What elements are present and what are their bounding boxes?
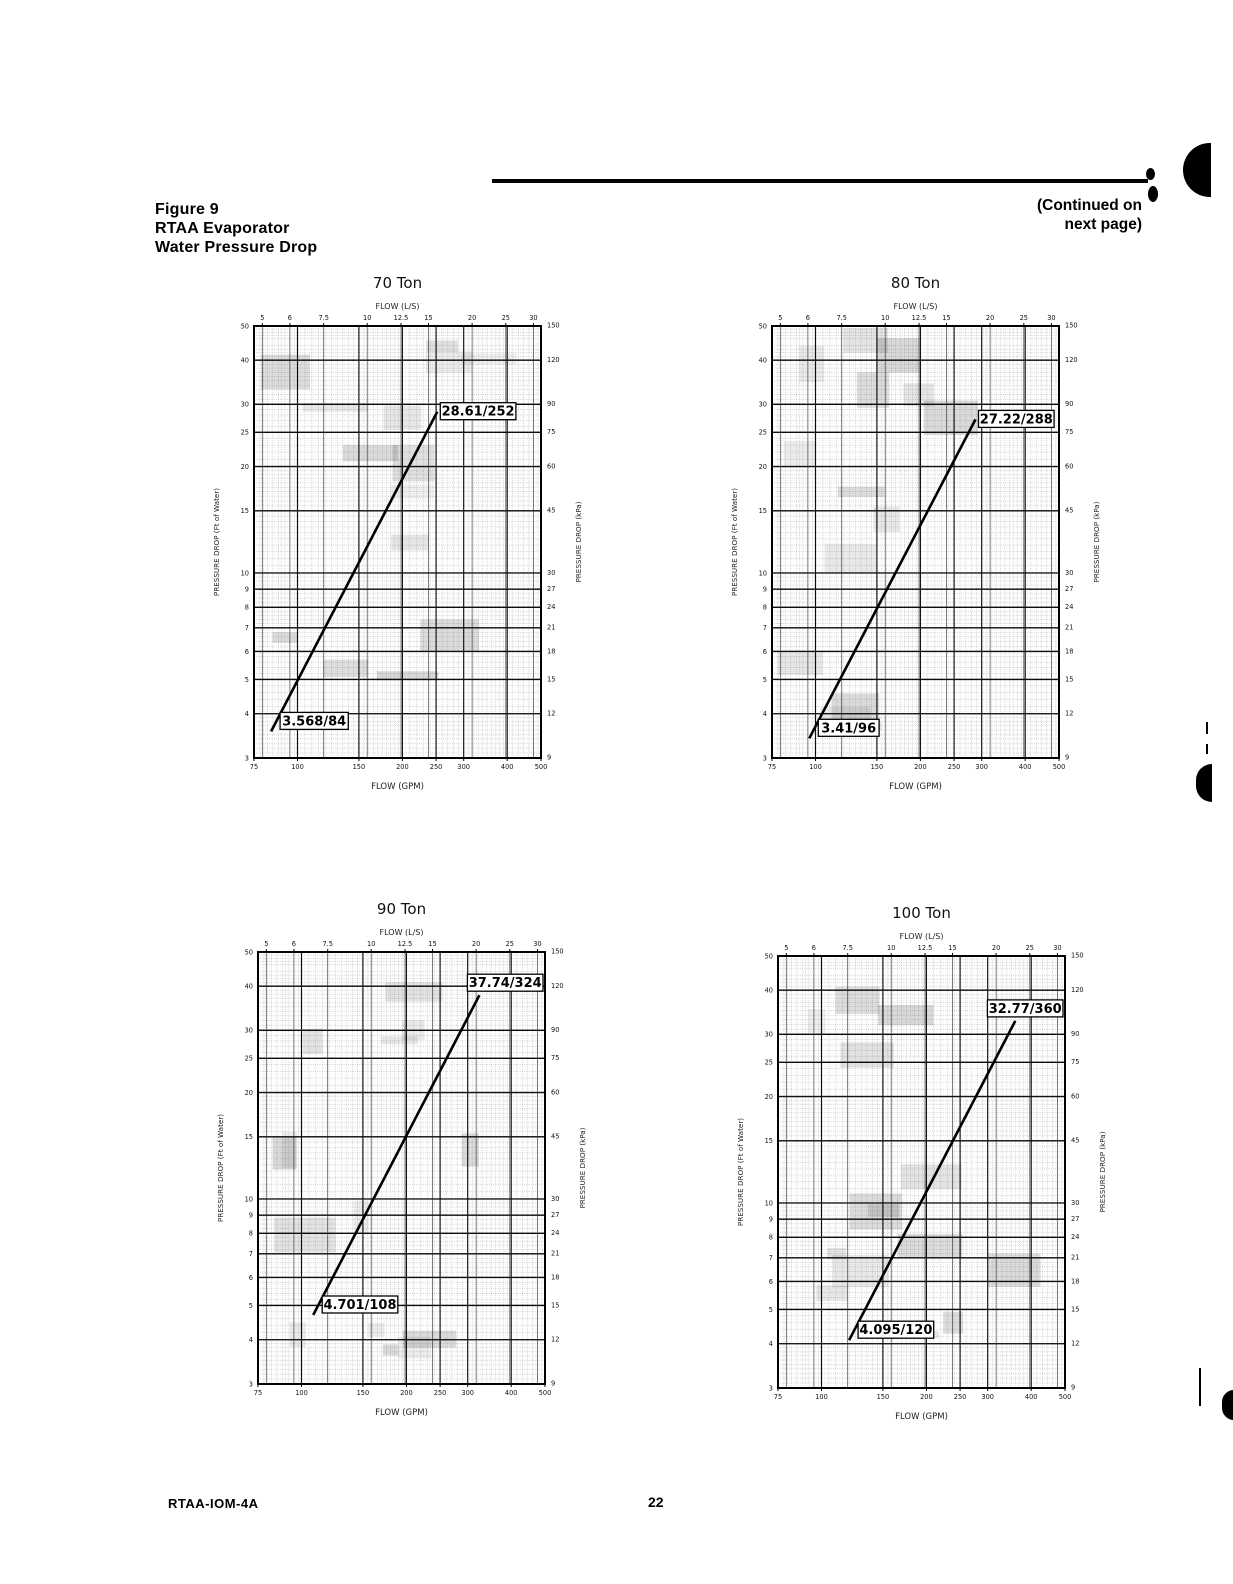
tick-label: 75 (1065, 428, 1074, 437)
tick-label: 5 (244, 675, 249, 684)
tick-label: 200 (400, 1389, 413, 1397)
annotation-label (979, 410, 1055, 427)
tick-label: 200 (914, 763, 927, 771)
tick-label: 5 (264, 940, 269, 948)
tick-label: 300 (981, 1393, 994, 1401)
tick-label: 400 (1018, 763, 1032, 771)
tick-label: 5 (784, 944, 789, 952)
tick-label: 90 (1071, 1030, 1080, 1039)
tick-label: 90 (551, 1026, 560, 1035)
tick-label: 10 (240, 569, 249, 578)
tick-label: 7 (244, 624, 249, 633)
chart-svg (722, 272, 1114, 806)
svg-text:28.61/252: 28.61/252 (441, 404, 515, 420)
tick-label: 15 (244, 1133, 253, 1142)
left-axis-label: PRESSURE DROP (Ft of Water) (216, 1113, 225, 1223)
tick-label: 100 (295, 1389, 308, 1397)
svg-text:27.22/288: 27.22/288 (979, 412, 1053, 428)
tick-label: 25 (764, 1058, 773, 1067)
chart-title: 70 Ton (372, 274, 423, 292)
tick-label: 7.5 (842, 944, 853, 952)
tick-label: 9 (551, 1379, 556, 1388)
tick-label: 24 (547, 603, 556, 612)
tick-label: 60 (1071, 1092, 1080, 1101)
tick-label: 30 (1071, 1198, 1080, 1207)
tick-label: 25 (758, 428, 767, 437)
tick-label: 27 (1065, 585, 1074, 593)
tick-label: 25 (240, 428, 249, 437)
annotation-label (858, 1321, 934, 1338)
tick-label: 15 (547, 675, 556, 684)
tick-label: 4 (768, 1340, 773, 1349)
tick-label: 15 (764, 1137, 773, 1146)
bottom-axis-label: FLOW (GPM) (375, 1408, 428, 1418)
tick-label: 20 (471, 940, 481, 948)
tick-label: 20 (991, 944, 1001, 952)
tick-label: 20 (240, 463, 249, 471)
tick-label: 25 (501, 314, 510, 322)
tick-label: 75 (249, 763, 259, 771)
scan-artifact-blob (1196, 764, 1212, 802)
tick-label: 4 (248, 1336, 253, 1345)
tick-label: 7 (768, 1254, 773, 1263)
tick-label: 6 (762, 647, 767, 656)
tick-label: 15 (1065, 675, 1074, 684)
tick-label: 9 (1065, 753, 1070, 762)
chart-title: 100 Ton (892, 904, 951, 922)
tick-label: 21 (547, 623, 556, 632)
tick-label: 60 (1065, 462, 1074, 471)
tick-label: 250 (947, 763, 961, 771)
tick-label: 500 (1058, 1393, 1072, 1401)
tick-label: 7 (762, 624, 767, 633)
tick-label: 3 (762, 754, 767, 763)
tick-label: 5 (248, 1301, 253, 1310)
svg-text:3.568/84: 3.568/84 (282, 714, 347, 730)
scan-artifact-blob (1222, 1390, 1233, 1420)
tick-label: 45 (547, 506, 556, 515)
tick-label: 12 (1071, 1339, 1080, 1348)
tick-label: 500 (538, 1389, 552, 1397)
tick-label: 40 (758, 356, 767, 365)
chart-svg (204, 272, 596, 806)
tick-label: 27 (1071, 1215, 1080, 1223)
tick-label: 60 (551, 1088, 560, 1097)
tick-label: 75 (253, 1389, 263, 1397)
tick-label: 400 (504, 1389, 518, 1397)
tick-label: 24 (1071, 1233, 1080, 1242)
scan-artifact-wedge (1183, 143, 1211, 197)
right-axis-label: PRESSURE DROP (kPa) (1098, 1131, 1107, 1213)
tick-label: 21 (551, 1249, 560, 1258)
tick-label: 30 (764, 1030, 773, 1039)
tick-label: 24 (551, 1229, 560, 1238)
tick-label: 6 (244, 647, 249, 656)
chart-70-ton (204, 272, 596, 811)
tick-label: 250 (429, 763, 443, 771)
svg-text:3.41/96: 3.41/96 (821, 721, 877, 737)
tick-label: 75 (1071, 1058, 1080, 1067)
tick-label: 9 (244, 585, 249, 594)
chart-title: 90 Ton (376, 900, 427, 918)
tick-label: 5 (762, 675, 767, 684)
tick-label: 8 (248, 1229, 253, 1238)
tick-label: 3 (768, 1384, 773, 1393)
tick-label: 300 (461, 1389, 474, 1397)
tick-label: 9 (1071, 1383, 1076, 1392)
tick-label: 4 (762, 710, 767, 719)
tick-label: 40 (764, 986, 773, 995)
annotation-label (440, 403, 516, 420)
tick-label: 20 (244, 1089, 253, 1097)
tick-label: 3 (244, 754, 249, 763)
chart-svg (728, 902, 1120, 1436)
tick-label: 15 (424, 314, 433, 322)
tick-label: 30 (533, 940, 542, 948)
chart-100-ton (728, 902, 1120, 1441)
continued-note (880, 196, 1142, 234)
tick-label: 500 (534, 763, 548, 771)
annotation-label (987, 1000, 1063, 1017)
document-id: RTAA-IOM-4A (168, 1496, 259, 1511)
tick-label: 300 (975, 763, 988, 771)
tick-label: 4 (244, 710, 249, 719)
tick-label: 75 (551, 1054, 560, 1063)
tick-label: 9 (762, 585, 767, 594)
top-axis-label: FLOW (L/S) (899, 932, 944, 941)
tick-label: 150 (870, 763, 884, 771)
tick-label: 120 (1065, 356, 1078, 364)
continued-line2: next page) (1064, 216, 1142, 233)
tick-label: 5 (260, 314, 265, 322)
tick-label: 15 (551, 1301, 560, 1310)
tick-label: 150 (551, 947, 564, 956)
tick-label: 24 (1065, 603, 1074, 612)
tick-label: 15 (240, 507, 249, 516)
tick-label: 50 (240, 322, 249, 331)
left-axis-label: PRESSURE DROP (Ft of Water) (730, 487, 739, 597)
scan-artifact-dash (1206, 722, 1208, 734)
bottom-axis-label: FLOW (GPM) (371, 782, 424, 792)
tick-label: 150 (1065, 321, 1078, 330)
tick-label: 100 (291, 763, 304, 771)
chart-svg (208, 898, 600, 1432)
tick-label: 30 (551, 1194, 560, 1203)
continued-line1: (Continued on (1036, 197, 1142, 214)
tick-label: 3 (248, 1380, 253, 1389)
tick-label: 7.5 (836, 314, 847, 322)
page-number: 22 (648, 1494, 664, 1510)
svg-text:4.095/120: 4.095/120 (859, 1323, 933, 1339)
tick-label: 90 (1065, 400, 1074, 409)
tick-label: 100 (809, 763, 822, 771)
tick-label: 500 (1052, 763, 1066, 771)
tick-label: 18 (1065, 647, 1074, 656)
tick-label: 20 (758, 463, 767, 471)
horizontal-rule (492, 179, 1148, 183)
tick-label: 120 (551, 982, 564, 990)
left-axis-label: PRESSURE DROP (Ft of Water) (736, 1117, 745, 1227)
tick-label: 30 (1065, 568, 1074, 577)
tick-label: 150 (876, 1393, 890, 1401)
right-axis-label: PRESSURE DROP (kPa) (574, 501, 583, 583)
tick-label: 21 (1065, 623, 1074, 632)
tick-label: 18 (551, 1273, 560, 1282)
tick-label: 10 (363, 314, 372, 322)
tick-label: 12.5 (911, 314, 927, 322)
tick-label: 15 (428, 940, 437, 948)
tick-label: 10 (881, 314, 890, 322)
tick-label: 90 (547, 400, 556, 409)
scan-artifact-line (1199, 1368, 1201, 1406)
tick-label: 200 (396, 763, 409, 771)
figure-title-line1: RTAA Evaporator (155, 220, 290, 237)
tick-label: 10 (244, 1195, 253, 1204)
tick-label: 30 (240, 400, 249, 409)
tick-label: 30 (244, 1026, 253, 1035)
tick-label: 9 (768, 1215, 773, 1224)
tick-label: 60 (547, 462, 556, 471)
tick-label: 12 (547, 709, 556, 718)
tick-label: 12.5 (397, 940, 413, 948)
tick-label: 12.5 (917, 944, 933, 952)
scan-artifact-ink (1148, 186, 1158, 202)
tick-label: 30 (529, 314, 538, 322)
tick-label: 15 (942, 314, 951, 322)
top-axis-label: FLOW (L/S) (893, 302, 938, 311)
tick-label: 150 (1071, 951, 1084, 960)
tick-label: 45 (1065, 506, 1074, 515)
tick-label: 15 (758, 507, 767, 516)
tick-label: 8 (762, 603, 767, 612)
tick-label: 45 (551, 1132, 560, 1141)
tick-label: 9 (248, 1211, 253, 1220)
figure-label: Figure 9 (155, 201, 219, 218)
tick-label: 12 (1065, 709, 1074, 718)
tick-label: 20 (985, 314, 995, 322)
tick-label: 30 (1047, 314, 1056, 322)
tick-label: 30 (1053, 944, 1062, 952)
tick-label: 400 (500, 763, 514, 771)
tick-label: 6 (805, 314, 811, 322)
top-axis-label: FLOW (L/S) (379, 928, 424, 937)
right-axis-label: PRESSURE DROP (kPa) (1092, 501, 1101, 583)
tick-label: 250 (953, 1393, 967, 1401)
tick-label: 25 (1019, 314, 1028, 322)
tick-label: 20 (467, 314, 477, 322)
tick-label: 45 (1071, 1136, 1080, 1145)
tick-label: 40 (240, 356, 249, 365)
tick-label: 30 (547, 568, 556, 577)
tick-label: 30 (758, 400, 767, 409)
tick-label: 100 (815, 1393, 828, 1401)
annotation-label (280, 712, 348, 729)
tick-label: 25 (244, 1054, 253, 1063)
figure-caption (155, 200, 317, 257)
tick-label: 10 (764, 1199, 773, 1208)
tick-label: 20 (764, 1093, 773, 1101)
svg-text:37.74/324: 37.74/324 (468, 976, 542, 992)
tick-label: 27 (547, 585, 556, 593)
tick-label: 300 (457, 763, 470, 771)
tick-label: 40 (244, 982, 253, 991)
tick-label: 21 (1071, 1253, 1080, 1262)
tick-label: 25 (505, 940, 514, 948)
tick-label: 6 (768, 1277, 773, 1286)
tick-label: 8 (768, 1233, 773, 1242)
tick-label: 15 (948, 944, 957, 952)
tick-label: 7.5 (322, 940, 333, 948)
tick-label: 6 (248, 1273, 253, 1282)
bottom-axis-label: FLOW (GPM) (895, 1412, 948, 1422)
tick-label: 150 (547, 321, 560, 330)
tick-label: 50 (764, 952, 773, 961)
tick-label: 50 (758, 322, 767, 331)
top-axis-label: FLOW (L/S) (375, 302, 420, 311)
tick-label: 6 (811, 944, 817, 952)
chart-title: 80 Ton (890, 274, 941, 292)
tick-label: 75 (767, 763, 777, 771)
tick-label: 10 (758, 569, 767, 578)
right-axis-label: PRESSURE DROP (kPa) (578, 1127, 587, 1209)
annotation-label (322, 1296, 398, 1313)
annotation-label (467, 974, 543, 991)
tick-label: 150 (356, 1389, 370, 1397)
tick-label: 10 (887, 944, 896, 952)
chart-90-ton (208, 898, 600, 1437)
tick-label: 120 (547, 356, 560, 364)
figure-title-line2: Water Pressure Drop (155, 239, 318, 256)
tick-label: 18 (1071, 1277, 1080, 1286)
scan-artifact-ink (1146, 168, 1155, 180)
tick-label: 6 (291, 940, 297, 948)
svg-text:32.77/360: 32.77/360 (988, 1001, 1062, 1017)
tick-label: 5 (768, 1305, 773, 1314)
chart-80-ton (722, 272, 1114, 811)
tick-label: 75 (547, 428, 556, 437)
tick-label: 15 (1071, 1305, 1080, 1314)
tick-label: 25 (1025, 944, 1034, 952)
bottom-axis-label: FLOW (GPM) (889, 782, 942, 792)
tick-label: 6 (287, 314, 293, 322)
svg-text:4.701/108: 4.701/108 (323, 1298, 397, 1313)
tick-label: 250 (433, 1389, 447, 1397)
tick-label: 150 (352, 763, 366, 771)
scan-artifact-dash (1206, 744, 1208, 754)
tick-label: 7 (248, 1250, 253, 1259)
tick-label: 7.5 (318, 314, 329, 322)
tick-label: 5 (778, 314, 783, 322)
tick-label: 18 (547, 647, 556, 656)
tick-label: 10 (367, 940, 376, 948)
tick-label: 75 (773, 1393, 783, 1401)
tick-label: 8 (244, 603, 249, 612)
tick-label: 50 (244, 948, 253, 957)
tick-label: 200 (920, 1393, 933, 1401)
left-axis-label: PRESSURE DROP (Ft of Water) (212, 487, 221, 597)
tick-label: 9 (547, 753, 552, 762)
tick-label: 27 (551, 1211, 560, 1219)
tick-label: 12 (551, 1335, 560, 1344)
tick-label: 12.5 (393, 314, 409, 322)
tick-label: 120 (1071, 986, 1084, 994)
annotation-label (818, 719, 879, 736)
tick-label: 400 (1024, 1393, 1038, 1401)
